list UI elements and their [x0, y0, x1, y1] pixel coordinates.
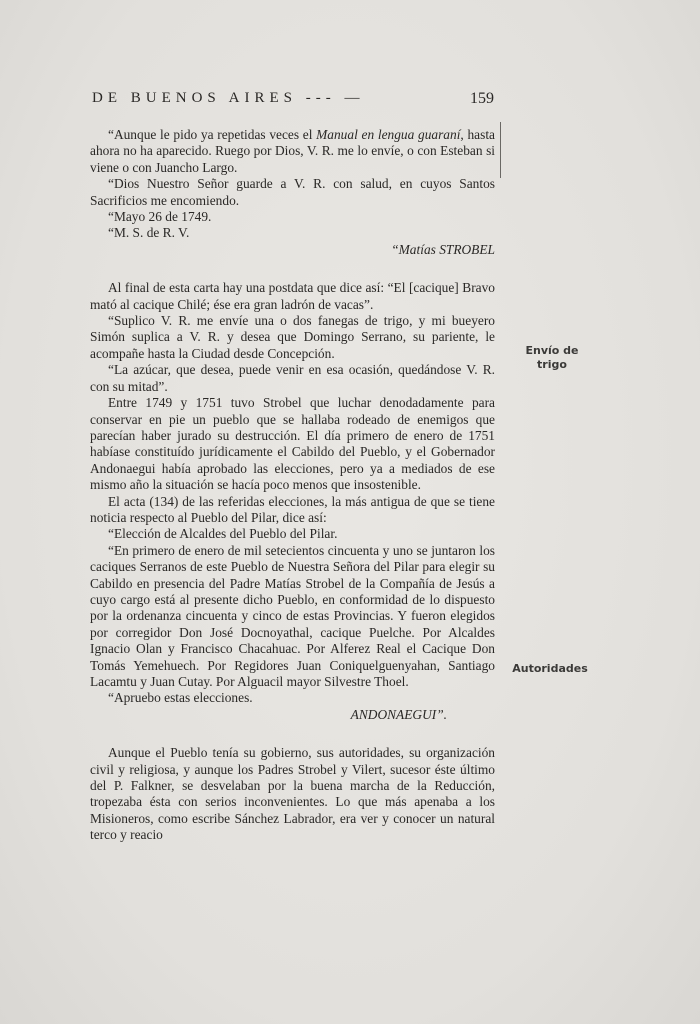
body-text [90, 127, 495, 844]
paragraph-aunque: Aunque el Pueblo tenía su gobierno, sus autoridades, su organización civil y religiosa, y aunque los Padres Strobel y Vilert, sucesor éste último del P. Falkner, se desvelaban por la buena marcha de la Reducción, tropezaba ésta con serios inconvenientes. Lo que más apenaba a los Misioneros, como escribe Sánchez Labrador, era ver y conocer un natural terco y reacio [90, 745, 495, 843]
decree-signature: ANDONAEGUI”. [350, 706, 447, 722]
paragraph-letter-1: “Aunque le pido ya repetidas veces el Manual en lengua guaraní, hasta ahora no ha aparecido. Ruego por Dios, V. R. me lo envíe, o con Esteban si viene o con Juancho Largo. [90, 127, 495, 175]
margin-bracket [500, 122, 507, 178]
paragraph-en-primero: “En primero de enero de mil setecientos cincuenta y uno se juntaron los caciques Serranos de este Pueblo de Nuestra Señora del Pilar para elegir su Cabildo en presencia del Padre Matías Strobel de la Compañía de Jesús a cuyo cargo está al presente dicho Pueblo, en conformidad de lo dispuesto por la ordenanza cincuenta y cinco de estas Provincias. Y fueron elegidos por corregidor Don José Docnoyathal, cacique Puelche. Por Alcaldes Ignacio Olan y Francisco Chacahuac. Por Alferez Real el Cacique Don Tomás Yemehuech. Por Regidores Juan Coniquelguenyahan, Santiago Lacamtu y Juan Cutay. Por Alguacil mayor Silvestre Thoel. [90, 542, 495, 689]
letter-signature: “Matías STROBEL [391, 241, 495, 257]
marginal-note-autoridades: Autoridades [512, 662, 588, 675]
letter-closing: “M. S. de R. V. [108, 225, 190, 241]
running-header [92, 90, 497, 107]
paragraph-postdata: Al final de esta carta hay una postdata que dice así: “El [cacique] Bravo mató al cacique Chilé; ése era gran ladrón de vacas”. [90, 280, 495, 312]
paragraph-acta: El acta (134) de las referidas elecciones, la más antigua de que se tiene noticia respecto al Pueblo del Pilar, dice así: [90, 493, 495, 525]
paragraph-azucar: “La azúcar, que desea, puede venir en esa ocasión, quedándose V. R. con su mitad”. [90, 362, 495, 394]
marginal-note-envio: Envío de trigo [525, 344, 579, 371]
paragraph-letter-2: “Dios Nuestro Señor guarde a V. R. con salud, en cuyos Santos Sacrificios me encomiendo. [90, 176, 495, 208]
paragraph-apruebo: “Apruebo estas elecciones. [108, 690, 253, 706]
paragraph-eleccion: “Elección de Alcaldes del Pueblo del Pilar. [108, 526, 338, 542]
paragraph-suplico: “Suplico V. R. me envíe una o dos fanegas de trigo, y mi bueyero Simón suplica a V. R. y desea que Domingo Serrano, su pariente, le acompañe hasta la Ciudad desde Concepción. [90, 313, 495, 361]
book-title-italic: Manual en lengua guaraní [316, 127, 461, 142]
paragraph-entre: Entre 1749 y 1751 tuvo Strobel que luchar denodadamente para conservar en pie un pueblo que se hallaba rodeado de enemigos que parecían haber jurado su destrucción. El día primero de enero de 1751 habíase constituído jurídicamente el Cabildo del Pueblo, y el Gobernador Andonaegui había aprobado las elecciones, pero ya a mediados de ese mismo año la situación se hacía poco menos que insostenible. [90, 395, 495, 493]
letter-date: “Mayo 26 de 1749. [108, 209, 212, 225]
running-title: DE BUENOS AIRES --- — [92, 90, 365, 106]
page-number: 159 [470, 90, 494, 107]
